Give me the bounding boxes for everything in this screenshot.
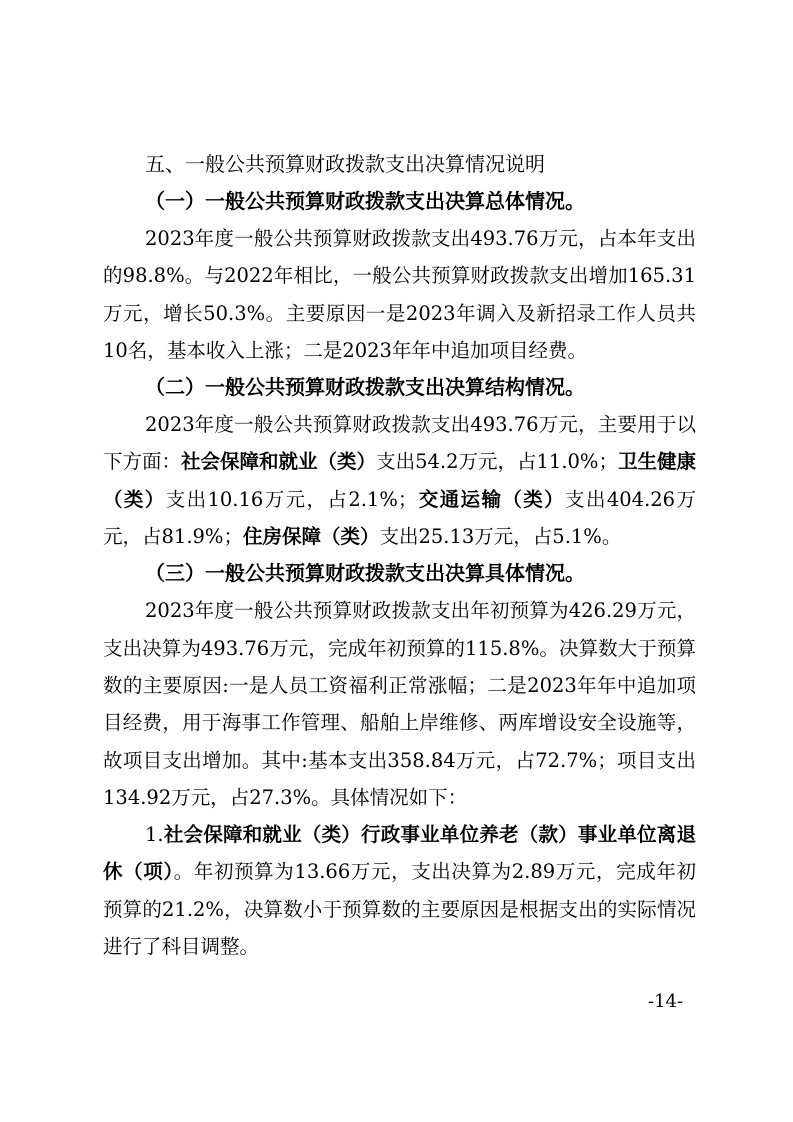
structure-intro: 2023年度一般公共预算财政拨款支出493.76万元，主要用于以下方面： bbox=[103, 413, 696, 474]
structure-item-social-security-text: 支出54.2万元，占11.0%； bbox=[376, 450, 618, 474]
paragraph-item-1 bbox=[103, 816, 696, 965]
paragraph-overall: 2023年度一般公共预算财政拨款支出493.76万元，占本年支出的98.8%。与2022年相比，一般公共预算财政拨款支出增加165.31万元，增长50.3%。主要原因一是2023年调入及新招录工作人员共10名，基本收入上涨；二是2023年年中追加项目经费。 bbox=[103, 227, 696, 362]
subheading-structure: （二）一般公共预算财政拨款支出决算结构情况。 bbox=[145, 375, 585, 400]
structure-item-social-security-label: 社会保障和就业（类） bbox=[181, 450, 377, 474]
structure-item-health-text: 支出10.16万元，占2.1%； bbox=[165, 487, 418, 511]
item-1-text: 。年初预算为13.66万元，支出决算为2.89万元，完成年初预算的21.2%，决算数小于预算数的主要原因是根据支出的实际情况进行了科目调整。 bbox=[103, 860, 696, 959]
section-heading-main: 五、一般公共预算财政拨款支出决算情况说明 bbox=[145, 152, 545, 176]
paragraph-structure bbox=[103, 406, 696, 555]
structure-item-health-label: 卫生健康（类） bbox=[103, 450, 696, 511]
paragraph-detail: 2023年度一般公共预算财政拨款支出年初预算为426.29万元，支出决算为493.76万元，完成年初预算的115.8%。决算数大于预算数的主要原因:一是人员工资福利正常涨幅；二是2023年年中追加项目经费，用于海事工作管理、船舶上岸维修、两库增设安全设施等，故项目支出增加。其中:基本支出358.84万元，占72.7%；项目支出134.92万元，占27.3%。具体情况如下： bbox=[103, 599, 696, 809]
structure-item-housing-label: 住房保障（类） bbox=[242, 525, 380, 549]
structure-item-transport-text: 支出404.26万元，占81.9%； bbox=[103, 487, 696, 549]
subheading-overall: （一）一般公共预算财政拨款支出决算总体情况。 bbox=[145, 189, 585, 213]
item-1-label: 社会保障和就业（类）行政事业单位养老（款）事业单位离退休（项） bbox=[103, 823, 696, 884]
structure-item-transport-label: 交通运输（类） bbox=[417, 487, 566, 511]
document-body bbox=[103, 146, 696, 965]
page-number: -14- bbox=[648, 991, 684, 1012]
subheading-detail: （三）一般公共预算财政拨款支出决算具体情况。 bbox=[145, 561, 585, 586]
item-1-number: 1. bbox=[145, 823, 164, 847]
structure-item-housing-text: 支出25.13万元，占5.1%。 bbox=[379, 525, 622, 549]
